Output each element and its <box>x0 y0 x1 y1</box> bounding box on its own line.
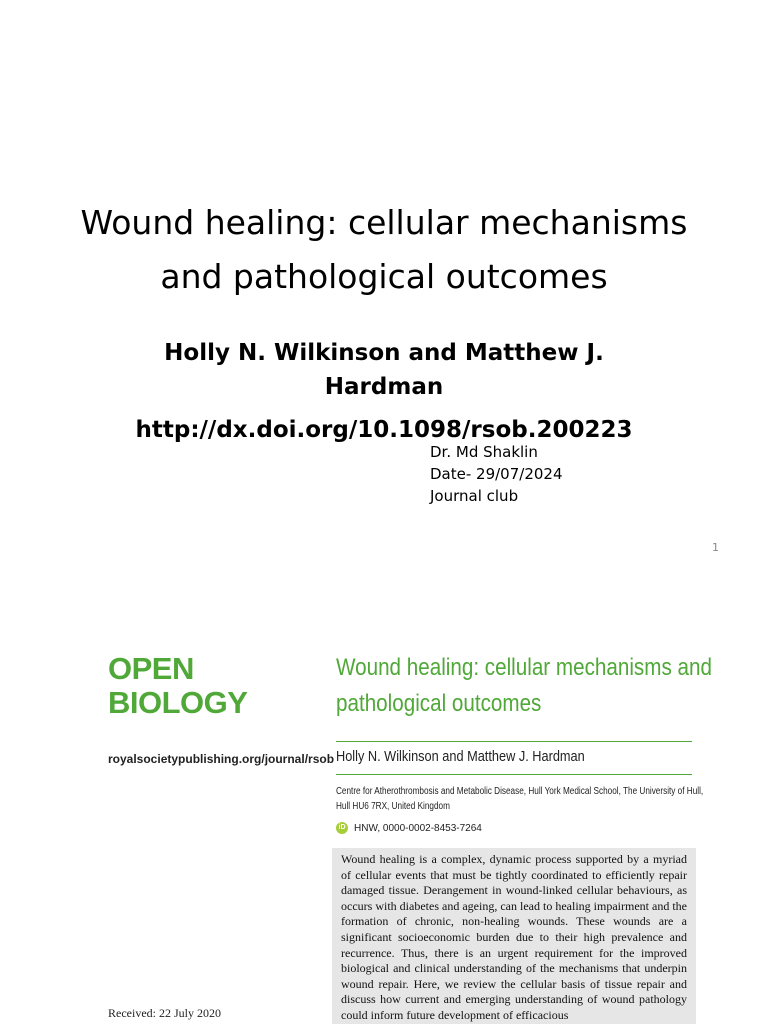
doi-link[interactable]: http://dx.doi.org/10.1098/rsob.200223 <box>135 417 633 443</box>
author-line: Holly N. Wilkinson and Matthew J. <box>164 340 604 366</box>
affiliation <box>336 784 704 814</box>
received-date: Received: 22 July 2020 <box>108 1006 221 1020</box>
slide-2-paper-image <box>0 580 768 1024</box>
slide-title <box>0 196 768 304</box>
logo-line: OPEN <box>108 651 194 686</box>
affiliation-line: Centre for Atherothrombosis and Metabolic Disease, Hull York Medical School, The University of Hull, <box>336 786 704 797</box>
affiliation-line: Hull HU6 7RX, United Kingdom <box>336 801 450 812</box>
title-line: Wound healing: cellular mechanisms <box>80 203 688 242</box>
author-line: Hardman <box>324 374 444 400</box>
divider <box>336 741 692 742</box>
paper-title-line: pathological outcomes <box>336 690 542 717</box>
event-name: Journal club <box>430 487 519 505</box>
title-line: and pathological outcomes <box>160 257 608 296</box>
abstract-box: Wound healing is a complex, dynamic process supported by a myriad of cellular events that must be tightly coordinated to efficiently repair damaged tissue. Derangement in wound-linked cellular behaviours, as occurs with diabetes and ageing, can lead to healing impairment and the formation of chronic, non-healing wounds. These wounds are a significant socioeconomic burden due to their high prevalence and recurrence. Thus, there is an urgent requirement for the improved biological and clinical understanding of the mechanisms that underpin wound repair. Here, we review the cellular basis of tissue repair and discuss how current and emerging understanding of wound pathology could inform future development of efficacious <box>332 848 696 1024</box>
open-biology-logo <box>108 652 247 720</box>
paper-authors: Holly N. Wilkinson and Matthew J. Hardman <box>336 748 585 765</box>
orcid-id: HNW, 0000-0002-8453-7264 <box>354 822 482 834</box>
presenter-name: Dr. Md Shaklin <box>430 443 538 461</box>
presentation-date: Date- 29/07/2024 <box>430 465 563 483</box>
journal-url: royalsocietypublishing.org/journal/rsob <box>108 752 335 766</box>
orcid <box>336 822 482 834</box>
slide-number: 1 <box>712 541 719 554</box>
slide-authors <box>100 336 668 404</box>
orcid-icon: iD <box>336 822 348 834</box>
paper-title-line: Wound healing: cellular mechanisms and <box>336 654 712 681</box>
logo-line: BIOLOGY <box>108 685 248 720</box>
presenter-info <box>430 441 563 507</box>
paper-title <box>336 650 712 722</box>
divider <box>336 774 692 775</box>
